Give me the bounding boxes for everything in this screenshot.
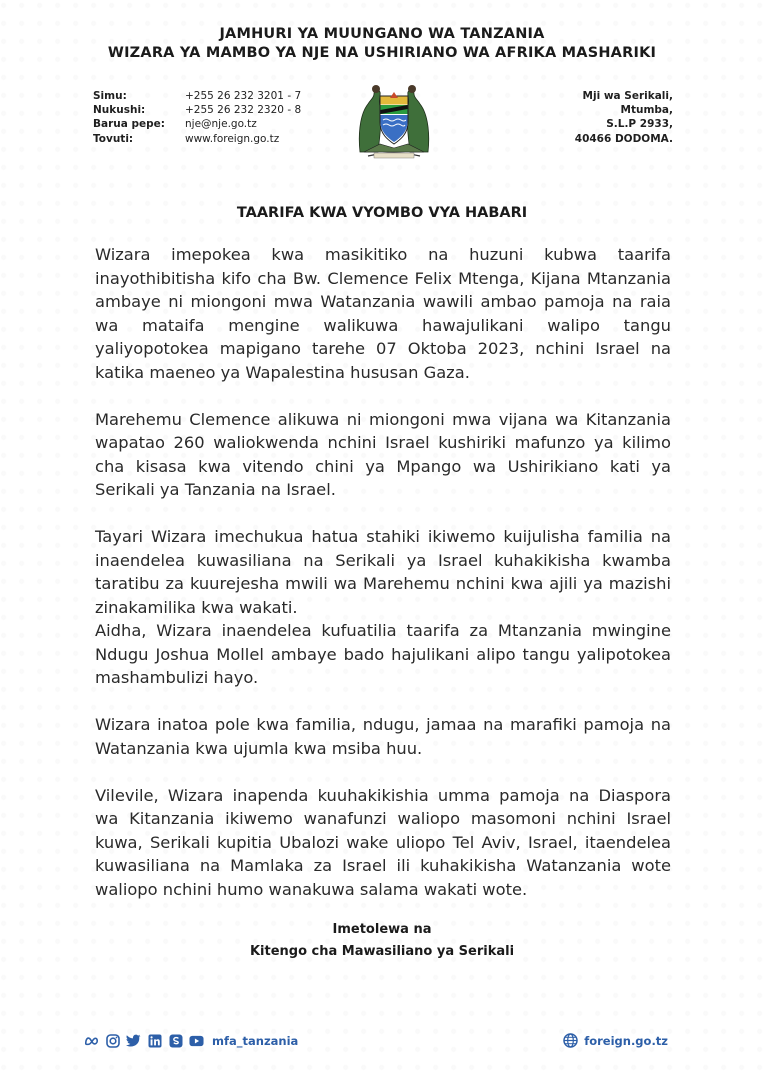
social-links	[84, 1033, 298, 1048]
header-republic-title: JAMHURI YA MUUNGANO WA TANZANIA	[219, 26, 545, 42]
phone-label: Simu:	[93, 90, 127, 102]
body-paragraph: Wizara imepokea kwa masikitiko na huzuni kubwa taarifa inayothibitisha kifo cha Bw. Clemence Felix Mtenga, Kijana Mtanzania ambaye ni miongoni mwa Watanzania wawili ambao pamoja na raia wa mataifa mengine walikuwa hawajulikani walipo tangu yaliyopotokea mapigano tarehe 07 Oktoba 2023, nchini Israel na katika maeneo ya Wapalestina hususan Gaza.	[95, 245, 671, 382]
website-label: Tovuti:	[93, 132, 134, 145]
body-paragraph: Aidha, Wizara inaendelea kufuatilia taarifa za Mtanzania mwingine Ndugu Joshua Mollel ambaye bado hajulikani alipo tangu yalipotokea mashambulizi hayo.	[95, 621, 671, 687]
social-handle[interactable]: mfa_tanzania	[212, 1033, 299, 1048]
body-paragraph: Vilevile, Wizara inapenda kuuhakikishia umma pamoja na Diaspora wa Kitanzania ikiwemo wanafunzi waliopo masomoni nchini Israel kuwa, Serikali kupitia Ubalozi wake uliopo Tel Aviv, Israel, itaendelea kuwasiliana na Mamlaka za Israel ili kuhakikisha Watanzania wote waliopo nchini humo wanakuwa salama wakati wote.	[95, 785, 671, 899]
footer	[0, 1030, 764, 1060]
address-block	[575, 89, 673, 146]
contact-web-row	[93, 132, 301, 146]
meta-icon[interactable]	[84, 1033, 99, 1048]
address-line: Mji wa Serikali,	[582, 90, 673, 102]
website-value[interactable]: www.foreign.go.tz	[185, 132, 280, 145]
skype-icon[interactable]	[168, 1033, 183, 1048]
youtube-icon[interactable]	[189, 1033, 204, 1048]
footer-website-text: foreign.go.tz	[584, 1033, 668, 1048]
contact-email-row	[93, 117, 301, 131]
phone-value: +255 26 232 3201 - 7	[185, 90, 302, 102]
email-label: Barua pepe:	[93, 118, 165, 131]
header-ministry-title: WIZARA YA MAMBO YA NJE NA USHIRIANO WA AFRIKA MASHARIKI	[107, 45, 657, 61]
footer-website-link[interactable]	[563, 1033, 668, 1048]
press-release-heading: TAARIFA KWA VYOMBO VYA HABARI	[236, 205, 528, 221]
contact-fax-row	[93, 103, 301, 117]
body-paragraph: Tayari Wizara imechukua hatua stahiki ikiwemo kuijulisha familia na inaendelea kuwasiliana na Serikali ya Israel kuhakikisha kwamba taratibu za kuurejesha mwili wa Marehemu nchini kwa ajili ya mazishi zinakamilika kwa wakati.	[95, 527, 671, 617]
issued-by-label: Imetolewa na	[332, 922, 432, 937]
twitter-icon[interactable]	[126, 1033, 141, 1048]
fax-label: Nukushi:	[93, 104, 146, 117]
address-line: S.L.P 2933,	[606, 118, 673, 131]
body-paragraph: Marehemu Clemence alikuwa ni miongoni mwa vijana wa Kitanzania wapatao 260 waliokwenda nchini Israel kushiriki mafunzo ya kilimo cha kisasa kwa vitendo chini ya Mpango wa Ushirikiano kati ya Serikali ya Tanzania na Israel.	[95, 409, 671, 499]
email-value[interactable]: nje@nje.go.tz	[185, 118, 257, 131]
address-line: Mtumba,	[620, 104, 673, 117]
instagram-icon[interactable]	[105, 1033, 120, 1048]
contact-phone-row	[93, 89, 301, 103]
coat-of-arms-emblem	[350, 74, 438, 160]
fax-value: +255 26 232 2320 - 8	[185, 104, 302, 117]
issuing-unit: Kitengo cha Mawasiliano ya Serikali	[249, 944, 515, 959]
linkedin-icon[interactable]	[147, 1033, 162, 1048]
globe-icon	[563, 1033, 578, 1048]
body-paragraph: Wizara inatoa pole kwa familia, ndugu, jamaa na marafiki pamoja na Watanzania kwa ujumla kwa msiba huu.	[95, 715, 671, 758]
press-release-body	[95, 243, 671, 925]
contact-block	[93, 89, 301, 146]
address-line: 40466 DODOMA.	[574, 132, 673, 145]
